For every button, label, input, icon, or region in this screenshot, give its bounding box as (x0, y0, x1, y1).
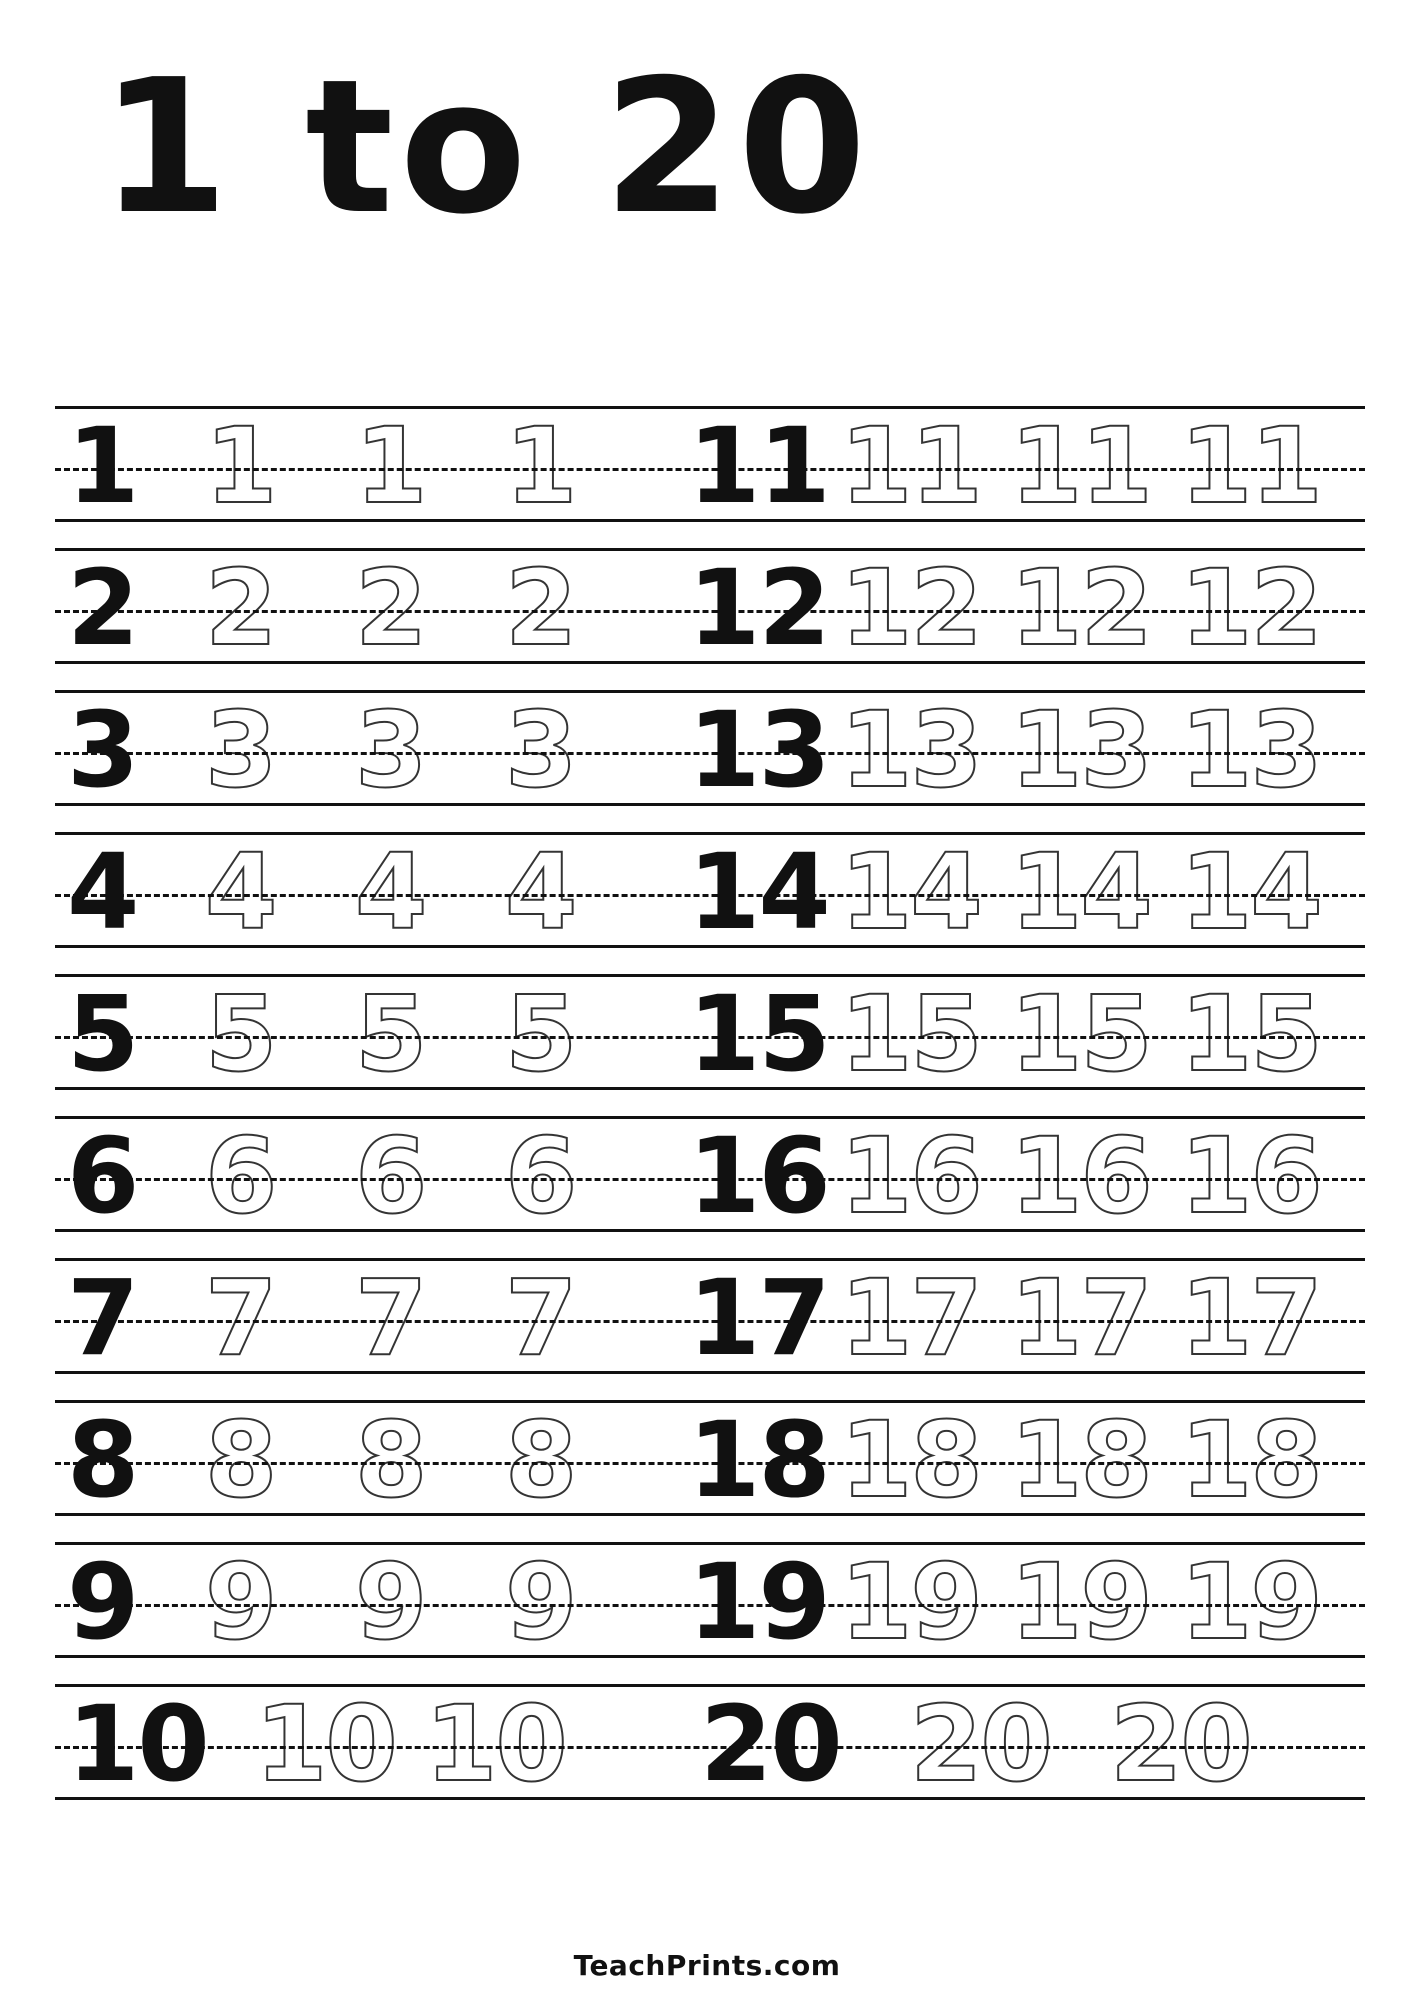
row-right-column (680, 826, 1365, 958)
trace-number: 17 (1010, 1257, 1151, 1379)
trace-number: 17 (1180, 1257, 1321, 1379)
model-number: 2 (67, 547, 138, 669)
model-number: 9 (67, 1541, 138, 1663)
trace-number: 8 (355, 1399, 426, 1521)
trace-number: 19 (1180, 1541, 1321, 1663)
trace-number: 16 (1180, 1115, 1321, 1237)
trace-number: 18 (840, 1399, 981, 1521)
trace-number: 5 (355, 973, 426, 1095)
model-number: 18 (688, 1399, 829, 1521)
row-left-column (55, 542, 680, 674)
model-number: 1 (67, 405, 138, 527)
model-number: 15 (688, 973, 829, 1095)
row-right-column (680, 684, 1365, 816)
model-number: 4 (67, 831, 138, 953)
row-right-column (680, 400, 1365, 532)
trace-number: 10 (255, 1683, 396, 1805)
trace-number: 11 (1180, 405, 1321, 527)
trace-number: 15 (1180, 973, 1321, 1095)
page-title: 1 to 20 (100, 39, 873, 255)
trace-number: 14 (840, 831, 981, 953)
table-row (55, 1394, 1365, 1526)
trace-number: 12 (840, 547, 981, 669)
trace-number: 2 (205, 547, 276, 669)
model-number: 17 (688, 1257, 829, 1379)
trace-number: 2 (355, 547, 426, 669)
table-row (55, 968, 1365, 1100)
model-number: 11 (688, 405, 829, 527)
trace-number: 4 (205, 831, 276, 953)
trace-number: 15 (1010, 973, 1151, 1095)
model-number: 6 (67, 1115, 138, 1237)
model-number: 20 (700, 1683, 841, 1805)
trace-number: 9 (205, 1541, 276, 1663)
table-row (55, 400, 1365, 532)
row-left-column (55, 968, 680, 1100)
row-left-column (55, 684, 680, 816)
row-right-column (680, 1536, 1365, 1668)
trace-number: 20 (1110, 1683, 1251, 1805)
model-number: 14 (688, 831, 829, 953)
trace-number: 14 (1180, 831, 1321, 953)
trace-number: 14 (1010, 831, 1151, 953)
trace-number: 15 (840, 973, 981, 1095)
trace-number: 12 (1180, 547, 1321, 669)
model-number: 3 (67, 689, 138, 811)
row-left-column (55, 1394, 680, 1526)
trace-number: 7 (205, 1257, 276, 1379)
trace-number: 18 (1180, 1399, 1321, 1521)
trace-number: 6 (505, 1115, 576, 1237)
table-row (55, 1678, 1365, 1810)
trace-number: 1 (205, 405, 276, 527)
trace-number: 16 (1010, 1115, 1151, 1237)
trace-number: 11 (1010, 405, 1151, 527)
trace-number: 11 (840, 405, 981, 527)
trace-number: 20 (910, 1683, 1051, 1805)
row-left-column (55, 400, 680, 532)
model-number: 12 (688, 547, 829, 669)
row-right-column (680, 968, 1365, 1100)
trace-number: 18 (1010, 1399, 1151, 1521)
row-right-column (680, 1252, 1365, 1384)
trace-number: 8 (505, 1399, 576, 1521)
trace-number: 13 (1180, 689, 1321, 811)
model-number: 13 (688, 689, 829, 811)
trace-number: 6 (205, 1115, 276, 1237)
trace-number: 16 (840, 1115, 981, 1237)
model-number: 8 (67, 1399, 138, 1521)
trace-number: 19 (1010, 1541, 1151, 1663)
trace-number: 17 (840, 1257, 981, 1379)
trace-number: 2 (505, 547, 576, 669)
row-right-column (680, 1678, 1365, 1810)
model-number: 16 (688, 1115, 829, 1237)
trace-number: 12 (1010, 547, 1151, 669)
table-row (55, 1252, 1365, 1384)
trace-number: 7 (355, 1257, 426, 1379)
table-row (55, 826, 1365, 958)
trace-number: 1 (355, 405, 426, 527)
model-number: 7 (67, 1257, 138, 1379)
row-right-column (680, 542, 1365, 674)
table-row (55, 1536, 1365, 1668)
trace-number: 5 (505, 973, 576, 1095)
row-left-column (55, 1678, 680, 1810)
trace-number: 5 (205, 973, 276, 1095)
row-left-column (55, 1110, 680, 1242)
model-number: 19 (688, 1541, 829, 1663)
trace-number: 8 (205, 1399, 276, 1521)
footer-credit: TeachPrints.com (573, 1949, 841, 1982)
row-right-column (680, 1394, 1365, 1526)
model-number: 10 (67, 1683, 208, 1805)
tracing-rows (55, 400, 1365, 1820)
table-row (55, 684, 1365, 816)
trace-number: 6 (355, 1115, 426, 1237)
trace-number: 7 (505, 1257, 576, 1379)
row-left-column (55, 826, 680, 958)
trace-number: 13 (840, 689, 981, 811)
row-left-column (55, 1536, 680, 1668)
trace-number: 19 (840, 1541, 981, 1663)
table-row (55, 542, 1365, 674)
trace-number: 3 (505, 689, 576, 811)
table-row (55, 1110, 1365, 1242)
trace-number: 3 (355, 689, 426, 811)
trace-number: 9 (355, 1541, 426, 1663)
trace-number: 13 (1010, 689, 1151, 811)
trace-number: 4 (505, 831, 576, 953)
trace-number: 1 (505, 405, 576, 527)
trace-number: 10 (425, 1683, 566, 1805)
row-right-column (680, 1110, 1365, 1242)
row-left-column (55, 1252, 680, 1384)
model-number: 5 (67, 973, 138, 1095)
trace-number: 4 (355, 831, 426, 953)
trace-number: 3 (205, 689, 276, 811)
trace-number: 9 (505, 1541, 576, 1663)
